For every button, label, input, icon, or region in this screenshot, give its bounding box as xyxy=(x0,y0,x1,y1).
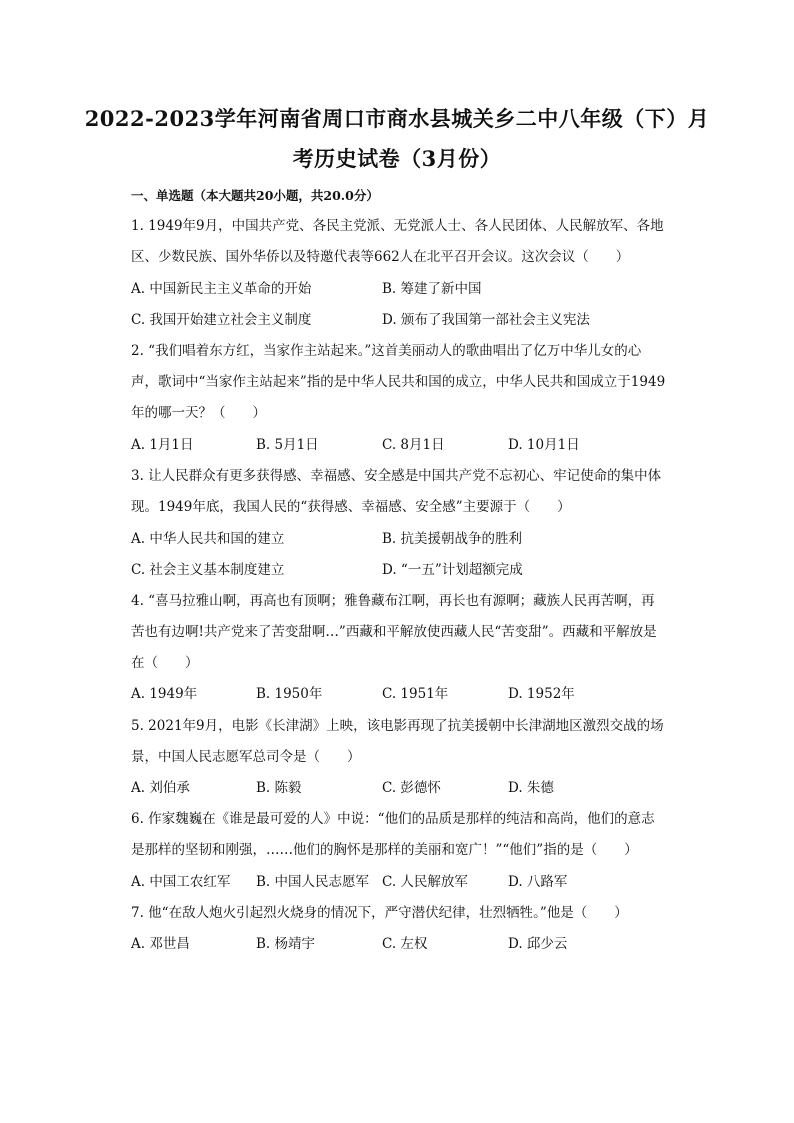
question-4-option-c: C. 1951年 xyxy=(382,686,449,702)
page-title: 2022-2023学年河南省周口市商水县城关乡二中八年级（下）月 xyxy=(84,106,710,131)
question-2-option-c: C. 8月1日 xyxy=(382,437,445,453)
page-subtitle: 考历史试卷（3月份） xyxy=(292,146,502,171)
question-2-option-d: D. 10月1日 xyxy=(508,437,580,453)
question-1-option-c: C. 我国开始建立社会主义制度 xyxy=(131,312,312,328)
question-4-option-a: A. 1949年 xyxy=(131,686,198,702)
question-3-line-2: 现。1949年底，我国人民的“获得感、幸福感、安全感”主要源于（ ） xyxy=(131,499,571,515)
question-6-option-d: D. 八路军 xyxy=(508,874,568,890)
question-4-line-2: 苦也有边啊!共产党来了苦变甜啊…”西藏和平解放使西藏人民“苦变甜”。西藏和平解放是 xyxy=(131,624,657,640)
question-6-line-1: 6. 作家魏巍在《谁是最可爱的人》中说：“他们的品质是那样的纯洁和高尚，他们的意志 xyxy=(131,811,655,827)
question-2-option-b: B. 5月1日 xyxy=(256,437,319,453)
question-2-line-3: 年的哪一天？（ ） xyxy=(131,405,266,421)
question-6-option-c: C. 人民解放军 xyxy=(382,874,468,890)
question-3-option-b: B. 抗美援朝战争的胜利 xyxy=(382,531,523,547)
question-1-option-d: D. 颁布了我国第一部社会主义宪法 xyxy=(382,312,590,328)
question-7-option-b: B. 杨靖宇 xyxy=(256,936,316,952)
question-3-option-a: A. 中华人民共和国的建立 xyxy=(131,531,285,547)
question-5-line-2: 景，中国人民志愿军总司令是（ ） xyxy=(131,749,361,765)
question-5-option-b: B. 陈毅 xyxy=(256,780,302,796)
question-1-option-b: B. 筹建了新中国 xyxy=(382,281,482,297)
question-4-line-1: 4. “喜马拉雅山啊，再高也有顶啊；雅鲁藏布江啊，再长也有源啊；藏族人民再苦啊，再 xyxy=(131,593,655,609)
question-7-option-d: D. 邱少云 xyxy=(508,936,568,952)
question-2-line-2: 声，歌词中“当家作主站起来”指的是中华人民共和国的成立，中华人民共和国成立于1949 xyxy=(131,374,666,390)
question-3-option-d: D. “一五”计划超额完成 xyxy=(382,562,523,578)
question-5-option-d: D. 朱德 xyxy=(508,780,554,796)
question-5-option-c: C. 彭德怀 xyxy=(382,780,441,796)
question-1-option-a: A. 中国新民主主义革命的开始 xyxy=(131,281,312,297)
question-7-line-1: 7. 他“在敌人炮火引起烈火烧身的情况下，严守潜伏纪律，壮烈牺牲。”他是（ ） xyxy=(131,905,628,921)
question-5-line-1: 5. 2021年9月，电影《长津湖》上映，该电影再现了抗美援朝中长津湖地区激烈交战的场 xyxy=(131,718,664,734)
question-6-option-a: A. 中国工农红军 xyxy=(131,874,231,890)
question-7-option-a: A. 邓世昌 xyxy=(131,936,190,952)
question-6-option-b: B. 中国人民志愿军 xyxy=(256,874,370,890)
question-2-option-a: A. 1月1日 xyxy=(131,437,194,453)
question-3-line-1: 3. 让人民群众有更多获得感、幸福感、安全感是中国共产党不忘初心、牢记使命的集中体 xyxy=(131,468,662,484)
question-6-line-2: 是那样的坚韧和刚强，……他们的胸怀是那样的美丽和宽广！”“他们”指的是（ ） xyxy=(131,842,638,858)
question-4-option-b: B. 1950年 xyxy=(256,686,323,702)
question-4-line-3: 在（ ） xyxy=(131,655,199,671)
question-2-line-1: 2. “我们唱着东方红，当家作主站起来。”这首美丽动人的歌曲唱出了亿万中华儿女的心 xyxy=(131,343,642,359)
question-3-option-c: C. 社会主义基本制度建立 xyxy=(131,562,285,578)
question-5-option-a: A. 刘伯承 xyxy=(131,780,190,796)
question-4-option-d: D. 1952年 xyxy=(508,686,575,702)
question-7-option-c: C. 左权 xyxy=(382,936,428,952)
question-1-line-1: 1. 1949年9月，中国共产党、各民主党派、无党派人士、各人民团体、人民解放军、各地 xyxy=(131,218,664,234)
question-1-line-2: 区、少数民族、国外华侨以及特邀代表等662人在北平召开会议。这次会议（ ） xyxy=(131,249,630,265)
section-header: 一、单选题（本大题共20小题，共20.0分） xyxy=(131,188,379,203)
